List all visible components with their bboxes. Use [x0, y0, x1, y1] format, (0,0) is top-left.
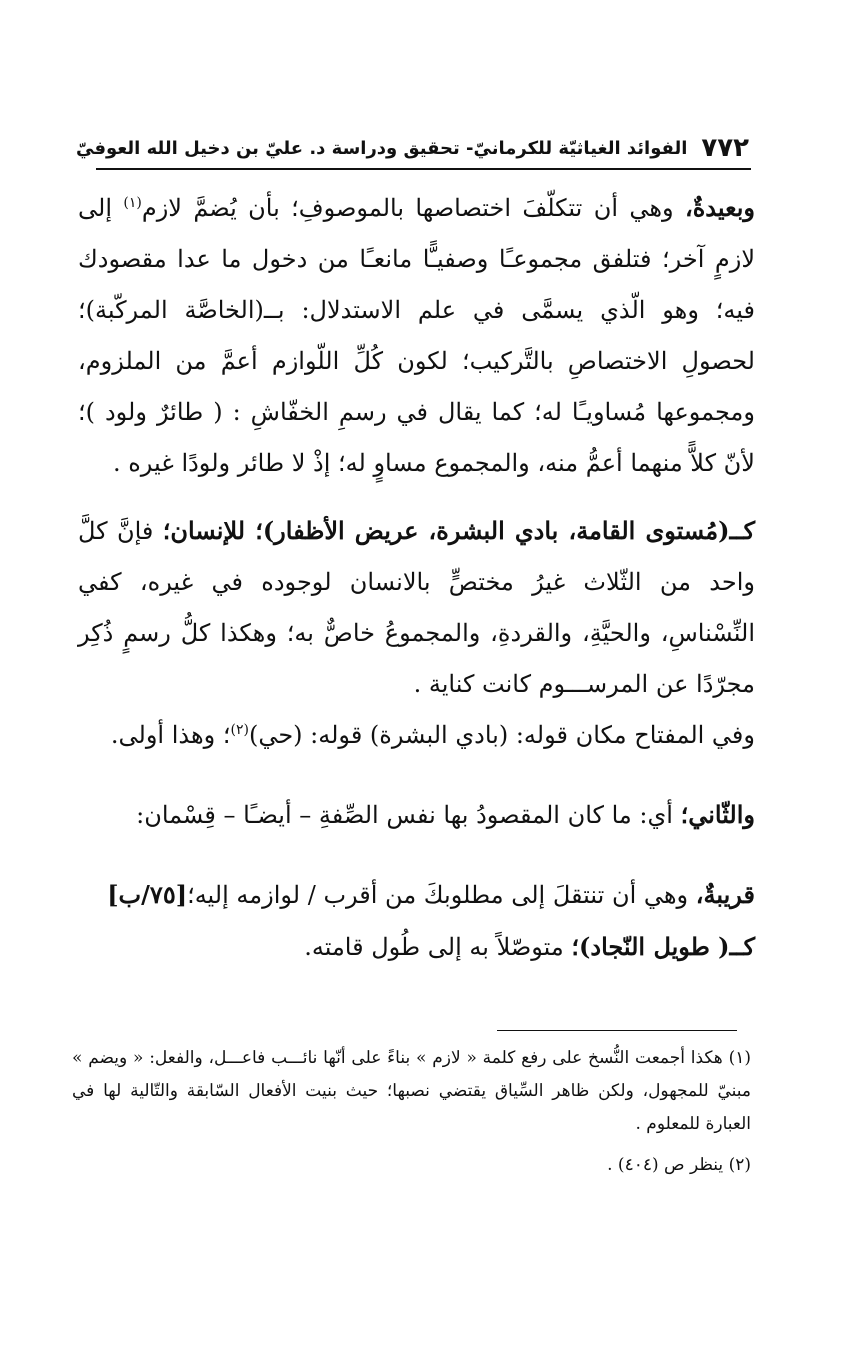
paragraph-6 [78, 921, 755, 973]
manuscript-folio-marker: [٧٥/ب] [107, 880, 188, 909]
paragraph-4 [78, 789, 755, 841]
main-text [78, 182, 755, 973]
footnote-ref-2: (٢) [230, 722, 249, 738]
term-thani: والثّاني؛ [680, 800, 755, 829]
example-insan: كــ(مُستوى القامة، بادي البشرة، عريض الأظفار)؛ للإنسان؛ [162, 516, 755, 545]
footnote-1 [72, 1042, 751, 1141]
paragraph-3-text: وفي المفتاح مكان قوله: (بادي البشرة) قوله: (حي) [248, 721, 755, 749]
footnote-2 [72, 1149, 751, 1182]
footnote-rule [497, 1030, 737, 1031]
paragraph-6-text: متوصّلاً به إلى طُول قامته. [304, 933, 572, 961]
footnote-2-number: (٢) [728, 1155, 751, 1175]
term-qareeba: قريبةٌ، [695, 880, 755, 909]
paragraph-1-text: وهي أن تتكلّفَ اختصاصها بالموصوفِ؛ بأن يُضمَّ لازم [141, 194, 685, 222]
footnote-2-text: ينظر ص (٤٠٤) . [607, 1155, 724, 1175]
footnote-1-number: (١) [728, 1048, 752, 1068]
paragraph-4-text: أي: ما كان المقصودُ بها نفس الصِّفةِ – أيضـًا – قِسْمان: [136, 801, 681, 829]
footnotes [72, 1042, 751, 1182]
footnote-ref-1: (١) [123, 195, 142, 211]
paragraph-2 [78, 505, 755, 710]
footnote-1-text: هكذا أجمعت النُّسخ على رفع كلمة « لازم » بناءً على أنّها نائـــب فاعـــل، والفعل: « ويضم » مبنيّ للمجهول، ولكن ظاهر السِّياق يقتضي نصبها؛ حيث بنيت الأفعال السّابقة والتّالية لها في العبارة للمعلوم . [72, 1048, 751, 1134]
page-header [75, 128, 749, 168]
paragraph-1 [78, 182, 755, 489]
paragraph-5-text: وهي أن تنتقلَ إلى مطلوبكَ من أقرب / لوازمه إليه؛ [187, 881, 696, 909]
paragraph-5 [0, 869, 755, 921]
term-baeeda: وبعيدةٌ، [684, 193, 755, 222]
paragraph-3-cont: ؛ وهذا أولى. [110, 721, 231, 749]
running-title: الفوائد الغياثيّة للكرمانيّ- تحقيق ودراسة د. عليّ بن دخيل الله العوفيّ [75, 137, 688, 159]
paragraph-2-text: فإنَّ كلَّ واحد من الثّلاث غيرُ مختصٍّ بالانسان لوجوده في غيره، كفي النِّسْناسِ، والحيَّةِ، والقردةِ، والمجموعُ خاصٌّ به؛ وهكذا كلُّ رسمٍ ذُكِر مجرّدًا عن المرســـوم كانت كناية . [78, 517, 755, 698]
paragraph-1-cont: إلى لازمٍ آخر؛ فتلفق مجموعـًا وصفيـًّا مانعـًا من دخول ما عدا مقصودك فيه؛ وهو الّذي يسمَّى في علم الاستدلال: بــ(الخاصَّة المركّبة)؛ لحصولِ الاختصاصِ بالتَّركيب؛ لكون كُلِّ اللّوازم أعمَّ من الملزوم، ومجموعها مُساويـًا له؛ كما يقال في رسمِ الخفّاشِ : ( طائرٌ ولود )؛ لأنّ كلاًّ منهما أعمُّ منه، والمجموع مساوٍ له؛ إذْ لا طائر ولودًا غيره . [78, 194, 756, 477]
example-tawil-annijad: كــ( طويل النّجاد)؛ [571, 932, 755, 961]
header-rule [96, 168, 751, 170]
paragraph-3 [78, 710, 755, 761]
page-number: ٧٧٢ [701, 133, 749, 163]
